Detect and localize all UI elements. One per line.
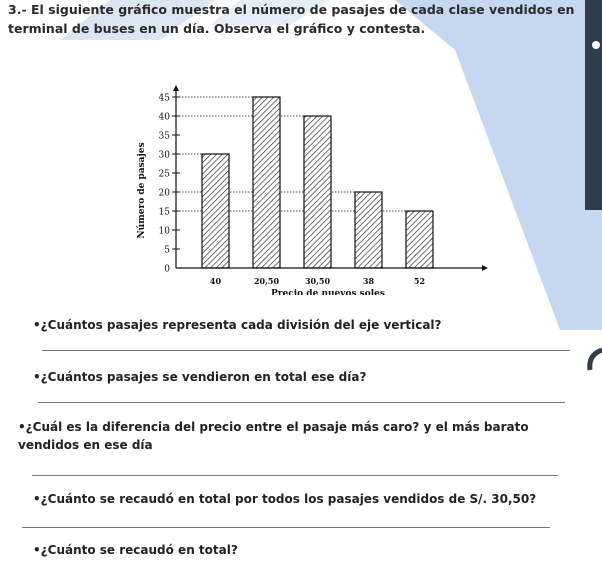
x-axis-arrow [482, 265, 488, 271]
y-tick-label: 30 [158, 150, 170, 161]
exercise-title: 3.- El siguiente gráfico muestra el número de pasajes de cada clase vendidos en terminal de buses en un día. Observa el gráfico y contesta. [8, 2, 575, 36]
y-tick-label: 25 [158, 169, 170, 180]
question-3: •¿Cuál es la diferencia del precio entre el pasaje más caro? y el más barato vendidos en ese día [18, 420, 529, 452]
bars [202, 97, 433, 268]
bar-30,50 [304, 116, 331, 268]
bar-52 [406, 211, 433, 268]
deco-curve [590, 350, 602, 370]
y-tick-label: 10 [158, 226, 170, 237]
bar-40 [202, 154, 229, 268]
y-axis-label: Número de pasajes [137, 142, 147, 239]
y-tick-label: 35 [158, 131, 170, 142]
x-tick-label: 20,50 [253, 276, 280, 286]
question-5: •¿Cuánto se recaudó en total? [33, 543, 238, 557]
answer-line-4[interactable] [22, 527, 550, 528]
x-tick-label: 38 [362, 276, 375, 286]
x-tick-label: 52 [413, 276, 426, 286]
y-tick-label: 20 [158, 188, 170, 199]
answer-line-3[interactable] [32, 475, 558, 476]
y-tick-label: 40 [158, 112, 170, 123]
y-tick-label: 45 [158, 93, 170, 104]
question-2: •¿Cuántos pasajes se vendieron en total ese día? [33, 370, 367, 384]
bar-38 [355, 192, 382, 268]
x-tick-label: 30,50 [304, 276, 331, 286]
y-tick-label: 0 [164, 264, 170, 275]
question-4: •¿Cuánto se recaudó en total por todos los pasajes vendidos de S/. 30,50? [33, 492, 537, 506]
answer-line-2[interactable] [38, 402, 565, 403]
deco-dot [592, 41, 600, 49]
y-tick-label: 5 [164, 245, 170, 256]
bar-20,50 [253, 97, 280, 268]
y-axis-arrow [173, 85, 179, 91]
x-tick-label: 40 [209, 276, 222, 286]
bar-chart [110, 85, 500, 295]
y-tick-label: 15 [158, 207, 170, 218]
x-axis-label: Precio de nuevos soles [271, 289, 385, 295]
question-1: •¿Cuántos pasajes representa cada división del eje vertical? [33, 318, 442, 332]
answer-line-1[interactable] [42, 350, 570, 351]
